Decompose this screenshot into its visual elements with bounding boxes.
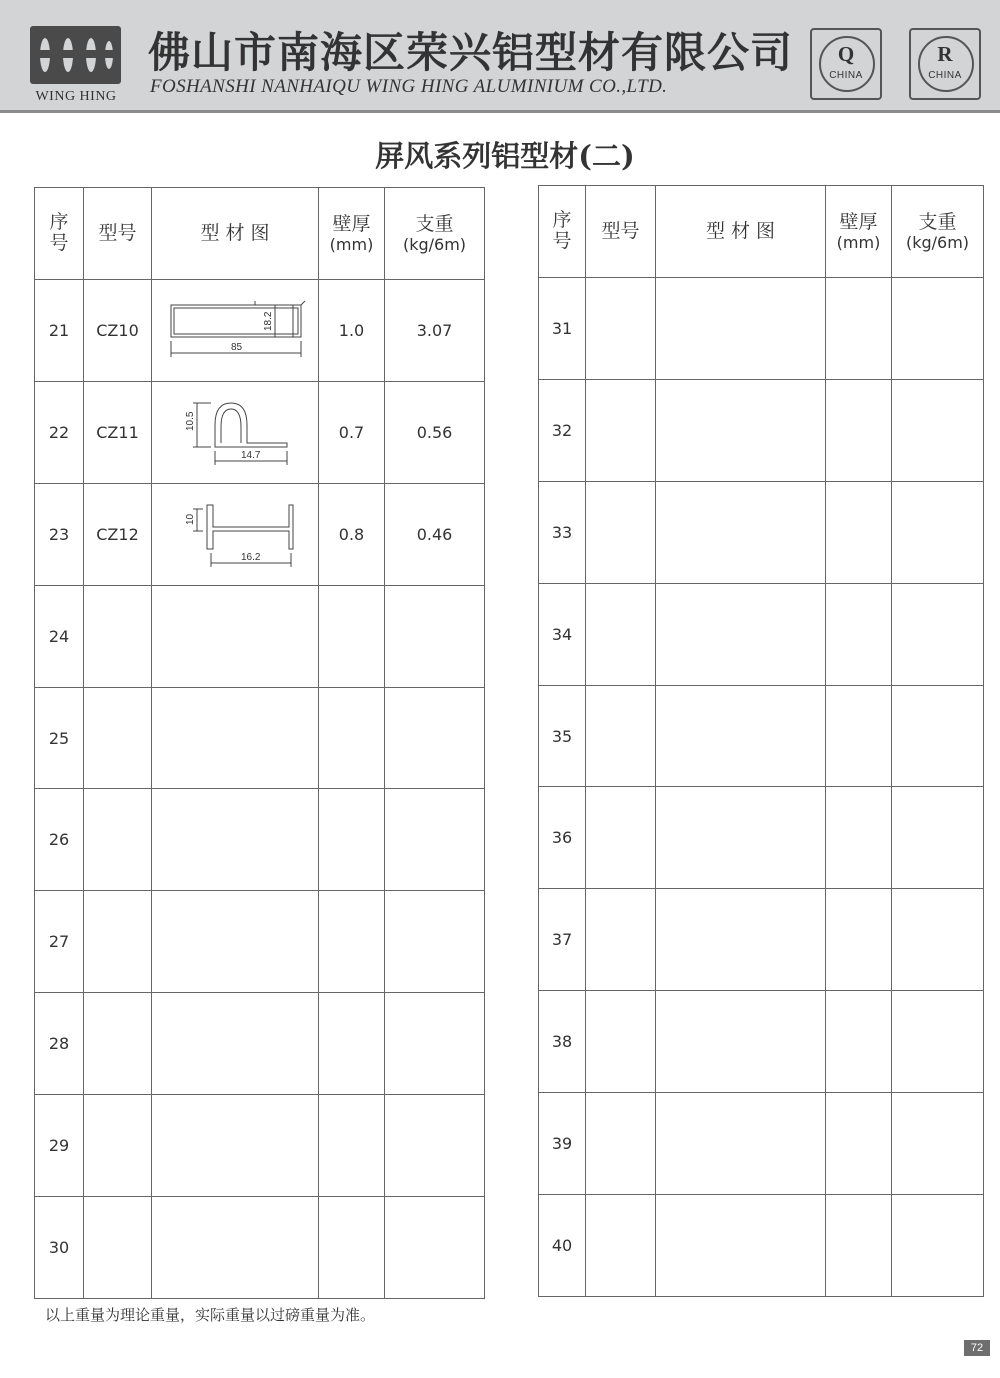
badge-sub: CHINA — [829, 70, 863, 81]
weight-cell — [892, 583, 984, 685]
col-weight-header — [892, 186, 984, 278]
thickness-cell — [319, 891, 385, 993]
drawing-cell — [656, 278, 826, 380]
seq-cell: 40 — [539, 1195, 586, 1297]
drawing-cell — [152, 993, 319, 1095]
thickness-unit: (mm) — [836, 233, 881, 253]
drawing-cell — [656, 583, 826, 685]
seq-cell: 23 — [35, 483, 84, 585]
table-row — [35, 381, 485, 483]
model-cell — [84, 1095, 152, 1197]
table-row — [539, 1093, 984, 1195]
seq-cell: 28 — [35, 993, 84, 1095]
weight-cell — [892, 787, 984, 889]
seq-cell: 38 — [539, 991, 586, 1093]
drawing-cell — [656, 1195, 826, 1297]
thickness-cell: 0.7 — [319, 381, 385, 483]
page-header — [0, 0, 1000, 110]
table-row — [539, 889, 984, 991]
seq-cell: 21 — [35, 280, 84, 382]
table-row — [539, 583, 984, 685]
weight-cell — [385, 1095, 485, 1197]
weight-cell — [385, 1197, 485, 1299]
table-row — [35, 993, 485, 1095]
table-header-row — [35, 188, 485, 280]
header-divider — [0, 110, 1000, 113]
model-cell — [586, 278, 656, 380]
model-cell — [586, 787, 656, 889]
drawing-cell — [152, 789, 319, 891]
dim-width: 16.2 — [241, 552, 261, 564]
badge-letter: R — [937, 42, 953, 66]
drawing-cell — [656, 481, 826, 583]
seq-cell: 32 — [539, 379, 586, 481]
weight-cell — [385, 687, 485, 789]
model-cell — [84, 789, 152, 891]
drawing-cell — [152, 585, 319, 687]
thickness-cell — [826, 278, 892, 380]
weight-label: 支重 — [918, 210, 957, 233]
dim-height: 10.5 — [185, 411, 196, 432]
dim-height: 10 — [185, 514, 196, 526]
model-cell — [586, 481, 656, 583]
model-cell: CZ10 — [84, 280, 152, 382]
thickness-cell: 1.0 — [319, 280, 385, 382]
badge-letter: Q — [837, 42, 855, 66]
drawing-cell — [656, 991, 826, 1093]
model-cell — [586, 1093, 656, 1195]
model-cell — [84, 687, 152, 789]
table-row — [35, 891, 485, 993]
model-cell — [84, 993, 152, 1095]
drawing-cell — [152, 891, 319, 993]
thickness-cell: 0.8 — [319, 483, 385, 585]
col-drawing-header: 型 材 图 — [656, 186, 826, 278]
dim-width: 85 — [231, 342, 243, 354]
model-cell — [586, 583, 656, 685]
thickness-cell — [319, 585, 385, 687]
drawing-cell — [656, 889, 826, 991]
col-thickness-header — [826, 186, 892, 278]
thickness-cell — [319, 1197, 385, 1299]
thickness-label: 壁厚 — [839, 210, 878, 233]
table-row — [539, 278, 984, 380]
drawing-cell — [656, 1093, 826, 1195]
model-cell — [84, 1197, 152, 1299]
drawing-cell — [152, 381, 319, 483]
weight-cell — [892, 991, 984, 1093]
model-cell — [586, 991, 656, 1093]
weight-cell — [892, 685, 984, 787]
model-cell — [84, 891, 152, 993]
model-cell: CZ11 — [84, 381, 152, 483]
weight-unit: (kg/6m) — [402, 235, 467, 255]
col-seq-label: 序 号 — [49, 211, 69, 255]
thickness-cell — [319, 1095, 385, 1197]
col-seq-header — [539, 186, 586, 278]
thickness-cell — [826, 583, 892, 685]
table-row — [35, 789, 485, 891]
profile-table-right — [538, 185, 984, 1297]
company-name-cn: 佛山市南海区荣兴铝型材有限公司 — [148, 28, 794, 77]
drawing-cell — [152, 483, 319, 585]
weight-cell — [892, 1093, 984, 1195]
drawing-cell — [656, 685, 826, 787]
table-row — [539, 481, 984, 583]
page-title: 屏风系列铝型材(二) — [375, 139, 635, 173]
table-row — [35, 483, 485, 585]
drawing-cell — [152, 280, 319, 382]
drawing-cell — [152, 687, 319, 789]
weight-cell — [892, 481, 984, 583]
weight-cell: 3.07 — [385, 280, 485, 382]
model-cell: CZ12 — [84, 483, 152, 585]
drawing-cell — [152, 1197, 319, 1299]
cz12-profile-drawing — [155, 487, 315, 577]
col-model-header: 型号 — [84, 188, 152, 280]
table-row — [35, 280, 485, 382]
thickness-cell — [826, 787, 892, 889]
col-weight-header — [385, 188, 485, 280]
seq-cell: 34 — [539, 583, 586, 685]
col-drawing-header: 型 材 图 — [152, 188, 319, 280]
weight-cell — [892, 889, 984, 991]
seq-cell: 37 — [539, 889, 586, 991]
seq-cell: 30 — [35, 1197, 84, 1299]
table-row — [539, 787, 984, 889]
table-row — [35, 1197, 485, 1299]
thickness-cell — [826, 685, 892, 787]
weight-cell — [385, 891, 485, 993]
r-china-badge — [909, 28, 981, 100]
weight-cell — [385, 789, 485, 891]
col-thickness-header — [319, 188, 385, 280]
dim-height: 18.2 — [263, 311, 274, 332]
thickness-unit: (mm) — [329, 235, 374, 255]
dim-width: 14.7 — [241, 450, 261, 462]
thickness-label: 壁厚 — [332, 212, 371, 235]
seq-cell: 24 — [35, 585, 84, 687]
seq-cell: 25 — [35, 687, 84, 789]
weight-label: 支重 — [415, 212, 454, 235]
seq-cell: 39 — [539, 1093, 586, 1195]
thickness-cell — [826, 889, 892, 991]
drawing-cell — [656, 787, 826, 889]
seq-cell: 33 — [539, 481, 586, 583]
logo-text: WING HING — [35, 89, 117, 104]
badge-sub: CHINA — [928, 70, 962, 81]
thickness-cell — [319, 993, 385, 1095]
drawing-cell — [656, 379, 826, 481]
table-row — [35, 1095, 485, 1197]
thickness-cell — [826, 991, 892, 1093]
company-name-en: FOSHANSHI NANHAIQU WING HING ALUMINIUM CO.,LTD. — [150, 76, 668, 97]
table-row — [539, 1195, 984, 1297]
cz10-profile-drawing — [155, 283, 315, 373]
page-number: 72 — [964, 1340, 990, 1356]
model-cell — [586, 379, 656, 481]
weight-cell — [385, 585, 485, 687]
weight-cell — [892, 1195, 984, 1297]
weight-cell — [385, 993, 485, 1095]
table-row — [35, 585, 485, 687]
model-cell — [586, 1195, 656, 1297]
model-cell — [586, 685, 656, 787]
table-row — [35, 687, 485, 789]
seq-cell: 35 — [539, 685, 586, 787]
thickness-cell — [826, 1195, 892, 1297]
model-cell — [586, 889, 656, 991]
seq-cell: 27 — [35, 891, 84, 993]
thickness-cell — [826, 379, 892, 481]
thickness-cell — [826, 1093, 892, 1195]
table-row — [539, 685, 984, 787]
table-row — [539, 991, 984, 1093]
profile-table-left — [34, 187, 485, 1299]
weight-note: 以上重量为理论重量，实际重量以过磅重量为准。 — [45, 1306, 376, 1324]
drawing-cell — [152, 1095, 319, 1197]
weight-cell — [892, 278, 984, 380]
col-seq-label: 序 号 — [552, 209, 572, 253]
model-cell — [84, 585, 152, 687]
col-seq-header — [35, 188, 84, 280]
table-row — [539, 379, 984, 481]
weight-unit: (kg/6m) — [905, 233, 970, 253]
thickness-cell — [826, 481, 892, 583]
seq-cell: 22 — [35, 381, 84, 483]
table-header-row — [539, 186, 984, 278]
weight-cell: 0.46 — [385, 483, 485, 585]
weight-cell: 0.56 — [385, 381, 485, 483]
seq-cell: 31 — [539, 278, 586, 380]
seq-cell: 29 — [35, 1095, 84, 1197]
q-china-badge — [810, 28, 882, 100]
seq-cell: 26 — [35, 789, 84, 891]
weight-cell — [892, 379, 984, 481]
thickness-cell — [319, 789, 385, 891]
thickness-cell — [319, 687, 385, 789]
col-model-header: 型号 — [586, 186, 656, 278]
seq-cell: 36 — [539, 787, 586, 889]
cz11-profile-drawing — [155, 385, 315, 475]
